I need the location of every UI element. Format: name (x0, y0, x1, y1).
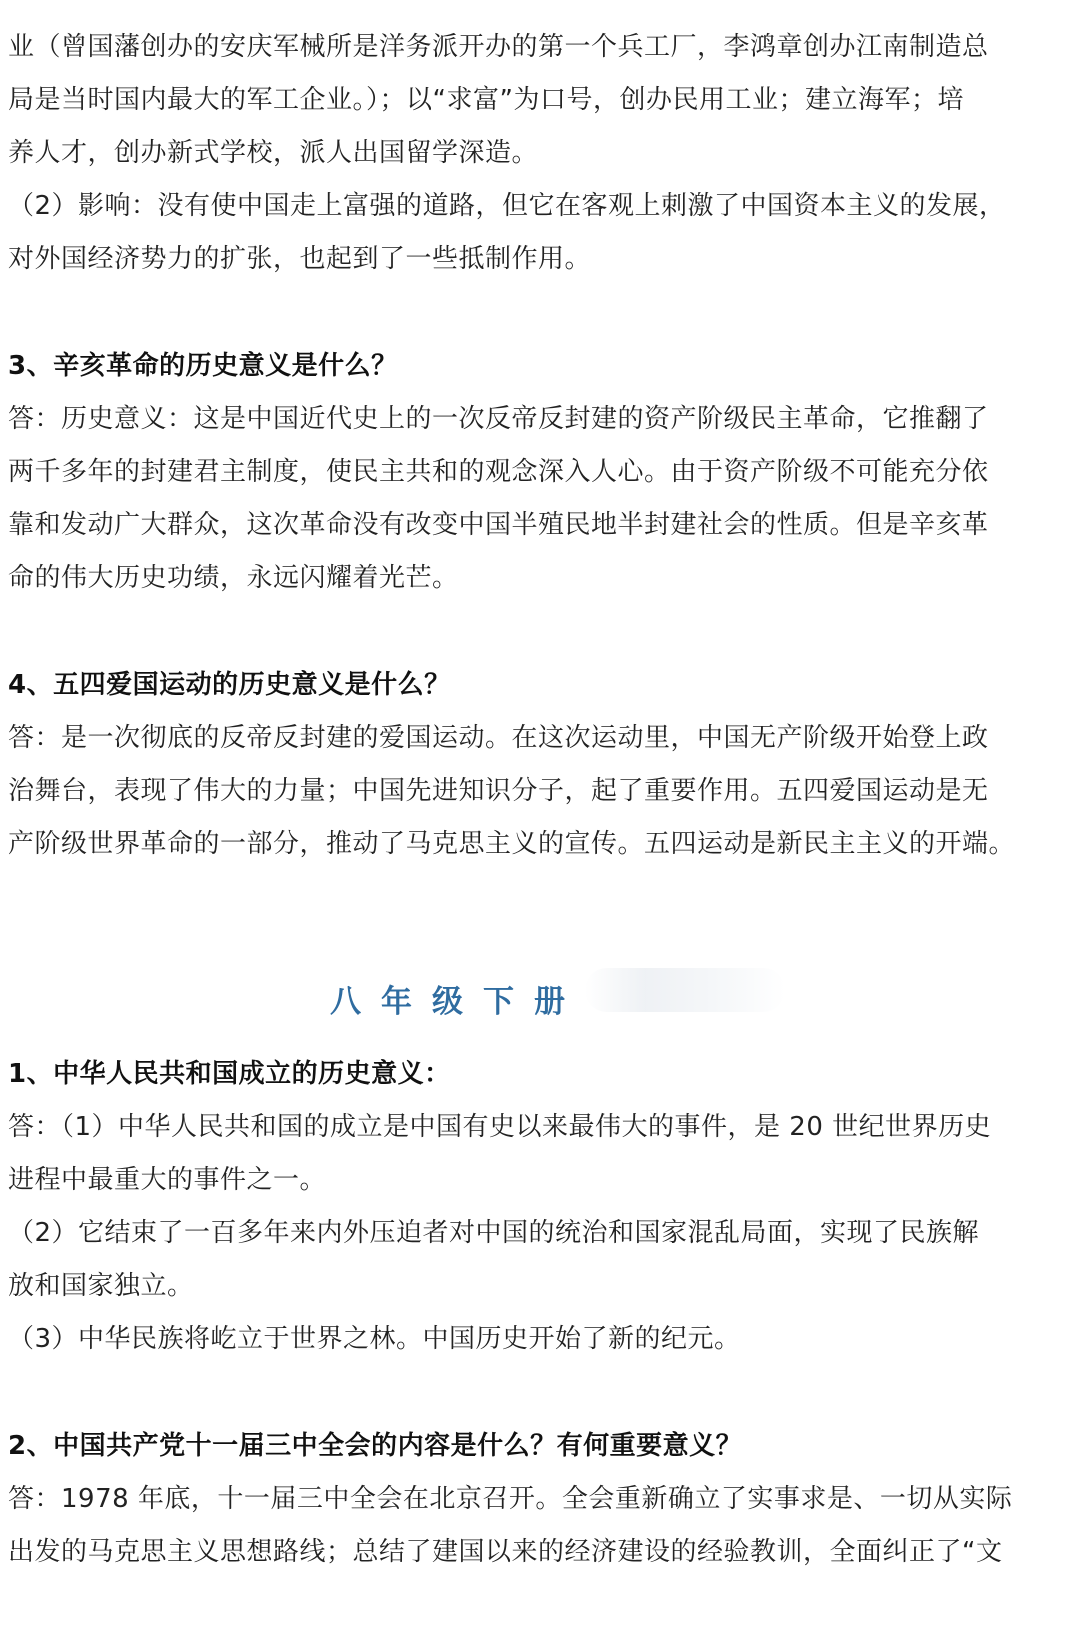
text-line: （2）它结束了一百多年来内外压迫者对中国的统治和国家混乱局面，实现了民族解 (8, 1218, 980, 1248)
text-line: 进程中最重大的事件之一。 (8, 1165, 327, 1195)
text-line: （2）影响：没有使中国走上富强的道路，但它在客观上刺激了中国资本主义的发展， (8, 191, 1006, 221)
text-line: 产阶级世界革命的一部分，推动了马克思主义的宣传。五四运动是新民主主义的开端。 (8, 829, 1016, 859)
section-title: 八年级下册 (330, 984, 585, 1020)
watermark-smudge (585, 968, 785, 1012)
text-line: 放和国家独立。 (8, 1271, 194, 1301)
text-line: 答：（1）中华人民共和国的成立是中国有史以来最伟大的事件，是 20 世纪世界历史 (8, 1112, 992, 1142)
question-heading: 4、五四爱国运动的历史意义是什么？ (8, 670, 451, 700)
text-line: 治舞台，表现了伟大的力量；中国先进知识分子，起了重要作用。五四爱国运动是无 (8, 776, 989, 806)
text-line: 答：是一次彻底的反帝反封建的爱国运动。在这次运动里，中国无产阶级开始登上政 (8, 723, 989, 753)
text-line: 局是当时国内最大的军工企业。）；以“求富”为口号，创办民用工业；建立海军；培 (8, 85, 964, 115)
question-heading: 2、中国共产党十一届三中全会的内容是什么？有何重要意义？ (8, 1431, 743, 1461)
text-line: 出发的马克思主义思想路线；总结了建国以来的经济建设的经验教训，全面纠正了“文 (8, 1537, 1003, 1567)
text-line: 答：1978 年底，十一届三中全会在北京召开。全会重新确立了实事求是、一切从实际 (8, 1484, 1013, 1514)
text-line: 答：历史意义：这是中国近代史上的一次反帝反封建的资产阶级民主革命，它推翻了 (8, 404, 989, 434)
text-line: （3）中华民族将屹立于世界之林。中国历史开始了新的纪元。 (8, 1324, 741, 1354)
text-line: 两千多年的封建君主制度，使民主共和的观念深入人心。由于资产阶级不可能充分依 (8, 457, 989, 487)
text-line: 命的伟大历史功绩，永远闪耀着光芒。 (8, 563, 459, 593)
text-line: 养人才，创办新式学校，派人出国留学深造。 (8, 138, 539, 168)
text-line: 靠和发动广大群众，这次革命没有改变中国半殖民地半封建社会的性质。但是辛亥革 (8, 510, 989, 540)
question-heading: 3、辛亥革命的历史意义是什么？ (8, 351, 398, 381)
question-heading: 1、中华人民共和国成立的历史意义： (8, 1059, 451, 1089)
text-line: 业（曾国藩创办的安庆军械所是洋务派开办的第一个兵工厂，李鸿章创办江南制造总 (8, 32, 989, 62)
text-line: 对外国经济势力的扩张，也起到了一些抵制作用。 (8, 244, 592, 274)
